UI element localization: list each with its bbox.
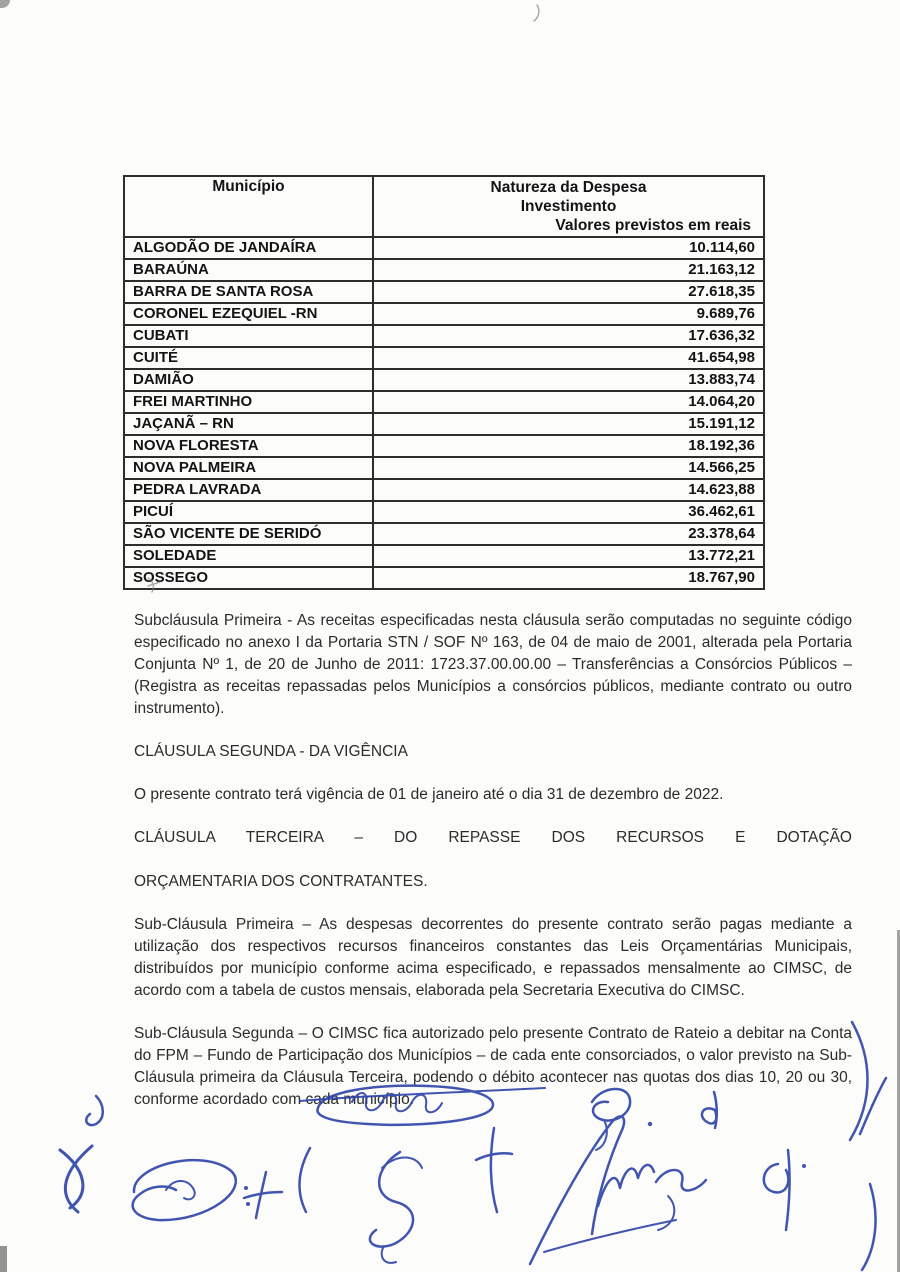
value-cell: 17.636,32 [373,325,764,347]
expense-header-line3: Valores previstos em reais [555,217,751,234]
table-row [124,567,764,589]
value-cell: 36.462,61 [373,501,764,523]
table-row [124,479,764,501]
value-cell: 14.566,25 [373,457,764,479]
table-body [124,237,764,589]
municipality-cell: CORONEL EZEQUIEL -RN [124,303,373,325]
municipality-cell: SOSSEGO [124,567,373,589]
table-row [124,281,764,303]
signature-stroke-mark [300,1148,310,1212]
scan-artifact-corner [0,1246,7,1272]
heading-clausula-terceira [134,827,852,893]
value-cell: 14.064,20 [373,391,764,413]
table-row [124,369,764,391]
value-cell: 23.378,64 [373,523,764,545]
municipality-cell: NOVA FLORESTA [124,435,373,457]
heading-clausula-segunda: CLÁUSULA SEGUNDA - DA VIGÊNCIA [134,743,408,760]
table-row [124,303,764,325]
municipality-column-header: Município [124,176,373,237]
contract-text [134,610,852,1132]
municipality-cell: JAÇANÃ – RN [124,413,373,435]
table-row [124,391,764,413]
signature-margin-j [86,1096,103,1125]
expense-column-header [373,176,764,237]
signature-x-mark [60,1146,92,1212]
municipality-cell: DAMIÃO [124,369,373,391]
municipality-cell: CUITÉ [124,347,373,369]
value-cell: 15.191,12 [373,413,764,435]
scan-artifact-corner [0,0,10,8]
municipality-cell: BARAÚNA [124,259,373,281]
municipality-cell: ALGODÃO DE JANDAÍRA [124,237,373,259]
expense-header-line1: Natureza da Despesa [490,179,647,196]
heading-clausula-terceira-line2: ORÇAMENTARIA DOS CONTRATANTES. [134,873,428,890]
value-cell: 18.192,36 [373,435,764,457]
value-cell: 27.618,35 [373,281,764,303]
municipality-cell: SÃO VICENTE DE SERIDÓ [124,523,373,545]
heading-clausula-terceira-line1: CLÁUSULA TERCEIRA – DO REPASSE DOS RECURSOS E DOTAÇÃO [134,829,852,846]
value-cell: 18.767,90 [373,567,764,589]
table-row [124,347,764,369]
value-cell: 13.772,21 [373,545,764,567]
table-row [124,413,764,435]
paragraph-subclausula-primeira: Subcláusula Primeira - As receitas especificadas nesta cláusula serão computadas no seguinte código especificado no anexo I da Portaria STN / SOF Nº 163, de 04 de maio de 2001, alterada pela Portaria Conjunta Nº 1, de 20 de Junho de 2011: 1723.37.00.00.00 – Transferências a Consórcios Públicos – (Registra as receitas repassadas pelos Municípios a consórcios públicos, mediante contrato ou outro instrumento). [134,612,852,717]
municipality-cell: NOVA PALMEIRA [124,457,373,479]
table-row [124,545,764,567]
municipality-cell: FREI MARTINHO [124,391,373,413]
value-cell: 41.654,98 [373,347,764,369]
signature-edge-strokes [860,1078,886,1270]
table-row [124,523,764,545]
municipality-cell: PEDRA LAVRADA [124,479,373,501]
table-row [124,435,764,457]
rateio-table [123,175,765,590]
table-row [124,501,764,523]
value-cell: 21.163,12 [373,259,764,281]
paragraph-sub-clausula-segunda: Sub-Cláusula Segunda – O CIMSC fica autorizado pelo presente Contrato de Rateio a debitar na Conta do FPM – Fundo de Participação dos Municípios – de cada ente consorciados, o valor previsto na Sub-Cláusula primeira da Cláusula Terceira, podendo o débito acontecer nas quotas dos dias 10, 20 ou 30, conforme acordado com cada município. [134,1025,852,1108]
value-cell: 9.689,76 [373,303,764,325]
signature-right-d-mark [764,1150,806,1230]
value-cell: 10.114,60 [373,237,764,259]
signature-t-mark [476,1128,512,1212]
signature-circled-initials [133,1160,250,1220]
municipality-cell: BARRA DE SANTA ROSA [124,281,373,303]
paragraph-vigencia: O presente contrato terá vigência de 01 de janeiro até o dia 31 de dezembro de 2022. [134,786,724,803]
expense-header-line2: Investimento [520,198,617,215]
municipality-cell: CUBATI [124,325,373,347]
signature-cross-mark [244,1172,282,1218]
signature-vertical-squiggle [370,1152,422,1263]
value-cell: 14.623,88 [373,479,764,501]
table-header-row [124,176,764,237]
signature-large-flourish [530,1116,706,1264]
municipality-cell: SOLEDADE [124,545,373,567]
value-cell: 13.883,74 [373,369,764,391]
table-row [124,259,764,281]
table-row [124,457,764,479]
table-row [124,237,764,259]
municipality-cell: PICUÍ [124,501,373,523]
paragraph-sub-clausula-primeira: Sub-Cláusula Primeira – As despesas decorrentes do presente contrato serão pagas mediante a utilização dos respectivos recursos financeiros constantes das Leis Orçamentárias Municipais, distribuídos por município conforme acima especificado, e repassados mensalmente ao CIMSC, de acordo com a tabela de custos mensais, elaborada pela Secretaria Executiva do CIMSC. [134,916,852,999]
signature-right-curve [850,1022,868,1140]
table-row [124,325,764,347]
